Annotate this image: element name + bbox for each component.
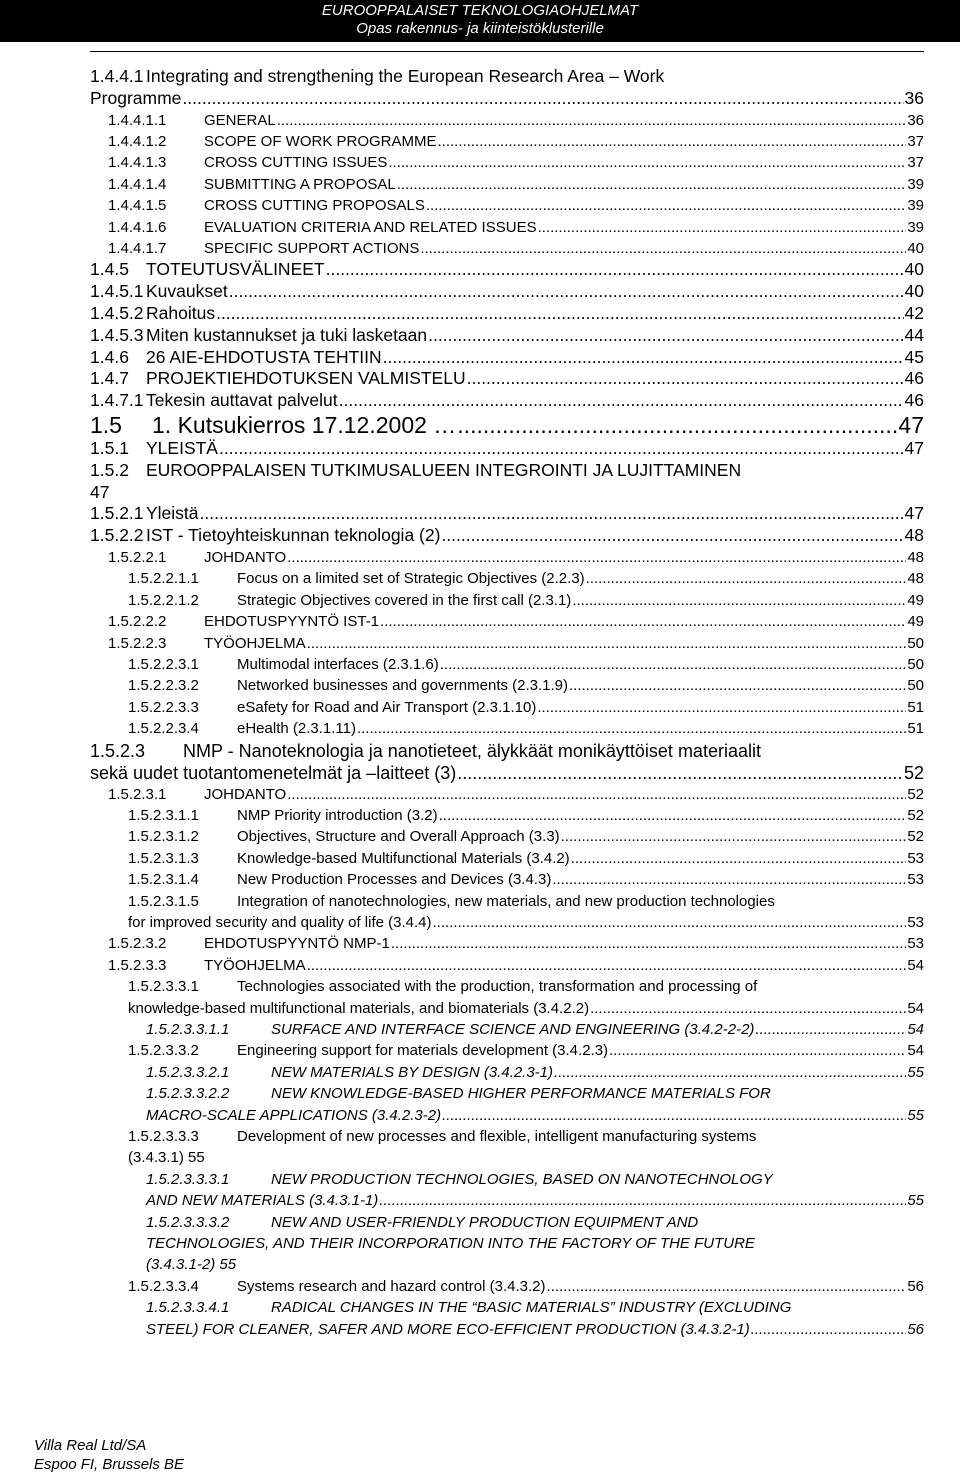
toc-number: 1.5.2 (90, 459, 129, 480)
toc-number: 1.4.5.1 (90, 281, 144, 302)
toc-page-number: 55 (907, 1192, 924, 1210)
toc-number: 1.5.2.3.3.1 (128, 978, 199, 996)
toc-page-number: 53 (907, 935, 924, 953)
toc-title: EVALUATION CRITERIA AND RELATED ISSUES (204, 218, 537, 236)
toc-title: Development of new processes and flexible, intelligent manufacturing systems (237, 1128, 757, 1145)
toc-title: Knowledge-based Multifunctional Materials (3.4.2) (237, 849, 570, 867)
toc-page-number: 50 (907, 677, 924, 695)
toc-entry[interactable] (90, 503, 924, 525)
toc-entry[interactable] (90, 303, 924, 325)
toc-entry[interactable] (108, 238, 924, 259)
toc-number: 1.5.2.2.3 (108, 634, 167, 652)
toc-number: 1.4.5 (90, 259, 129, 280)
toc-leader (397, 174, 907, 195)
toc-title: Rahoitus (146, 303, 216, 323)
toc-title: JOHDANTO (204, 549, 287, 566)
toc-leader (590, 998, 906, 1019)
toc-page-number: 49 (907, 591, 924, 609)
toc-title: SPECIFIC SUPPORT ACTIONS (204, 240, 420, 257)
toc-page-number: 56 (907, 1320, 924, 1338)
toc-leader (307, 955, 907, 976)
toc-page-number: 42 (904, 303, 924, 323)
toc-leader (571, 848, 907, 869)
toc-page-number: 54 (907, 1021, 924, 1038)
toc-number: 1.5.2.3.1.2 (128, 828, 199, 846)
toc-number: 1.5.1 (90, 438, 129, 458)
toc-leader (561, 826, 907, 847)
toc-title: Integration of nanotechnologies, new materials, and new production technologies (237, 892, 775, 910)
toc-entry[interactable] (108, 933, 924, 954)
toc-title: Systems research and hazard control (3.4.3.2) (237, 1277, 546, 1295)
toc-number: 1.5.2.3.3.2 (128, 1042, 199, 1060)
toc-title: NEW AND USER-FRIENDLY PRODUCTION EQUIPMENT AND (271, 1213, 699, 1231)
toc-number: 1.5.2.3.1.1 (128, 807, 199, 824)
toc-leader (229, 281, 904, 303)
toc-number: 1.5.2.2.1.1 (128, 570, 199, 588)
toc-page-number: 47 (898, 412, 924, 438)
toc-leader (287, 547, 906, 568)
toc-entry[interactable] (90, 368, 924, 390)
toc-title: Engineering support for materials development (3.4.2.3) (237, 1042, 609, 1060)
toc-page-number: 40 (904, 281, 924, 302)
toc-entry[interactable] (108, 152, 924, 173)
toc-entry[interactable] (108, 174, 924, 195)
toc-leader (586, 568, 907, 589)
toc-title: Multimodal interfaces (2.3.1.6) (237, 656, 439, 673)
toc-entry[interactable] (90, 259, 924, 281)
toc-page-number: 56 (907, 1277, 924, 1295)
toc-leader (426, 195, 906, 216)
toc-leader (432, 912, 906, 933)
toc-title-continued: TECHNOLOGIES, AND THEIR INCORPORATION INTO THE FACTORY OF THE FUTURE (146, 1235, 755, 1252)
toc-leader (420, 238, 906, 259)
header-divider (90, 51, 924, 52)
toc-page-number: 50 (907, 634, 924, 652)
toc-title: SURFACE AND INTERFACE SCIENCE AND ENGINEERING (3.4.2-2-2) (271, 1021, 755, 1038)
toc-leader (339, 390, 904, 412)
toc-leader (307, 633, 907, 654)
toc-number: 1.4.4.1.1 (108, 111, 167, 129)
toc-number: 1.5.2.2.1.2 (128, 591, 199, 609)
toc-page-number: 52 (907, 828, 924, 846)
toc-page-number: 45 (904, 346, 924, 367)
toc-number: 1.5.2.2.3.3 (128, 698, 199, 716)
toc-title-continued: 47 (90, 481, 110, 502)
toc-title-continued: sekä uudet tuotantomenetelmät ja –laitteet (3) (90, 762, 457, 783)
toc-leader (457, 762, 903, 784)
toc-page-number: 47 (904, 438, 924, 458)
toc-number: 1.5.2.2.2 (108, 613, 167, 631)
toc-title-continued: MACRO-SCALE APPLICATIONS (3.4.2.3-2) (146, 1106, 442, 1124)
toc-title: Technologies associated with the production, transformation and processing of (237, 978, 758, 996)
toc-number: 1.5.2.3.1.5 (128, 892, 199, 910)
toc-entry[interactable] (128, 568, 924, 589)
toc-leader (569, 675, 906, 696)
toc-title-continued: for improved security and quality of life (3.4.4) (128, 914, 432, 931)
toc-number: 1.5.2.3.3.4 (128, 1277, 199, 1295)
toc-number: 1.5.2.3.3.2.1 (146, 1063, 230, 1081)
toc-leader (440, 654, 907, 675)
toc-leader (219, 438, 904, 460)
toc-leader (572, 590, 906, 611)
toc-title: Focus on a limited set of Strategic Objectives (2.2.3) (237, 570, 585, 588)
toc-title: NMP Priority introduction (3.2) (237, 807, 438, 824)
toc-leader (546, 1276, 906, 1297)
toc-title: New Production Processes and Devices (3.4.3) (237, 871, 552, 889)
toc-number: 1.4.4.1.5 (108, 197, 167, 215)
toc-title: YLEISTÄ (146, 438, 218, 458)
toc-title: GENERAL (204, 111, 276, 129)
toc-page-number: 48 (907, 570, 924, 588)
toc-leader (357, 718, 906, 739)
toc-entry[interactable] (146, 1062, 924, 1083)
toc-entry[interactable] (128, 976, 924, 1019)
toc-number: 1.5.2.2.3.4 (128, 720, 199, 738)
toc-title: Yleistä (146, 503, 199, 524)
toc-number: 1.4.4.1.6 (108, 218, 167, 236)
toc-title-continued: (3.4.3.1) 55 (128, 1149, 205, 1167)
toc-leader (277, 110, 907, 131)
toc-leader (554, 1062, 906, 1083)
toc-entry[interactable] (108, 131, 924, 152)
toc-number: 1.5.2.3.3.3.1 (146, 1170, 230, 1188)
toc-entry[interactable] (128, 805, 924, 826)
toc-number: 1.5.2.2.3.2 (128, 677, 199, 695)
toc-leader (538, 217, 907, 238)
toc-leader (439, 805, 907, 826)
toc-leader (379, 1190, 906, 1211)
toc-leader (200, 503, 904, 525)
toc-leader (216, 303, 903, 325)
toc-entry[interactable] (108, 195, 924, 216)
toc-title: RADICAL CHANGES IN THE “BASIC MATERIALS” INDUSTRY (EXCLUDING (271, 1299, 792, 1317)
toc-title: 1. Kutsukierros 17.12.2002 … (152, 412, 457, 438)
toc-entry[interactable] (128, 869, 924, 890)
toc-number: 1.5.2.3.1.3 (128, 849, 199, 867)
toc-page-number: 36 (904, 87, 924, 108)
toc-page-number: 46 (904, 368, 924, 389)
toc-number: 1.4.5.2 (90, 303, 144, 323)
toc-entry[interactable] (108, 611, 924, 632)
toc-title: EUROOPPALAISEN TUTKIMUSALUEEN INTEGROINTI JA LUJITTAMINEN (146, 459, 742, 480)
toc-title: NMP - Nanoteknologia ja nanotieteet, älykkäät monikäyttöiset materiaalit (183, 740, 761, 761)
toc-entry[interactable] (146, 1019, 924, 1040)
toc-page-number: 53 (907, 871, 924, 889)
toc-page-number: 54 (907, 1042, 924, 1060)
toc-number: 1.5.2.3.3.3 (128, 1128, 199, 1145)
toc-page-number: 36 (907, 111, 924, 129)
toc-entry[interactable] (128, 891, 924, 934)
toc-number: 1.5.2.2.3.1 (128, 656, 199, 673)
toc-leader (537, 697, 906, 718)
toc-title-continued: Programme (90, 87, 182, 108)
toc-title-continued: knowledge-based multifunctional materials, and biomaterials (3.4.2.2) (128, 999, 590, 1017)
toc-entry[interactable] (90, 412, 924, 438)
toc-entry[interactable] (128, 654, 924, 675)
toc-entry[interactable] (128, 675, 924, 696)
toc-title: NEW KNOWLEDGE-BASED HIGHER PERFORMANCE MATERIALS FOR (271, 1085, 771, 1103)
toc-title: EHDOTUSPYYNTÖ IST-1 (204, 613, 380, 631)
toc-entry[interactable] (128, 826, 924, 847)
toc-title: Miten kustannukset ja tuki lasketaan (146, 324, 428, 345)
toc-title: TYÖOHJELMA (204, 956, 306, 974)
toc-entry[interactable] (128, 848, 924, 869)
toc-entry[interactable] (128, 1276, 924, 1297)
toc-page-number: 55 (907, 1106, 924, 1124)
toc-entry[interactable] (146, 1169, 924, 1212)
toc-leader (442, 1105, 906, 1126)
toc-page-number: 54 (907, 956, 924, 974)
toc-entry[interactable] (108, 547, 924, 568)
toc-page-number: 53 (907, 914, 924, 931)
toc-number: 1.5 (90, 412, 122, 438)
toc-title: PROJEKTIEHDOTUKSEN VALMISTELU (146, 368, 466, 389)
toc-leader (380, 611, 906, 632)
toc-leader (391, 933, 906, 954)
toc-entry[interactable] (90, 281, 924, 303)
toc-title: TYÖOHJELMA (204, 634, 306, 652)
toc-entry[interactable] (90, 740, 924, 784)
toc-page-number: 55 (907, 1063, 924, 1081)
toc-page-number: 37 (907, 154, 924, 172)
toc-title: Kuvaukset (146, 281, 228, 302)
header-title: EUROOPPALAISET TEKNOLOGIAOHJELMAT (321, 2, 639, 19)
toc-page-number: 39 (907, 218, 924, 236)
toc-entry[interactable] (90, 325, 924, 347)
toc-number: 1.5.2.3.3.2.2 (146, 1085, 230, 1103)
toc-page-number: 40 (904, 259, 924, 280)
toc-page-number: 51 (907, 698, 924, 716)
toc-entry[interactable] (128, 697, 924, 718)
toc-title: EHDOTUSPYYNTÖ NMP-1 (204, 935, 390, 953)
toc-entry[interactable] (146, 1083, 924, 1126)
toc-title: SUBMITTING A PROPOSAL (204, 175, 396, 193)
toc-number: 1.5.2.3 (90, 740, 146, 761)
header-subtitle: Opas rakennus- ja kiinteistöklusterille (356, 20, 604, 37)
toc-page-number: 52 (903, 762, 924, 783)
toc-page-number: 51 (907, 720, 924, 738)
toc-entry[interactable] (90, 66, 924, 110)
toc-entry[interactable] (108, 110, 924, 131)
toc-title: eSafety for Road and Air Transport (2.3.1.10) (237, 698, 537, 716)
toc-number: 1.4.4.1 (90, 66, 144, 86)
toc-page-number: 52 (907, 785, 924, 803)
toc-entry[interactable] (146, 1212, 924, 1276)
toc-title-continued: AND NEW MATERIALS (3.4.3.1-1) (146, 1192, 379, 1210)
toc-entry[interactable] (108, 784, 924, 805)
toc-number: 1.5.2.3.2 (108, 935, 167, 953)
toc-leader (457, 412, 897, 438)
toc-number: 1.4.7 (90, 368, 129, 389)
toc-number: 1.5.2.2 (90, 525, 144, 546)
page-footer (34, 1436, 184, 1474)
toc-page-number: 54 (907, 999, 924, 1017)
toc-entry[interactable] (90, 525, 924, 547)
toc-title: CROSS CUTTING ISSUES (204, 154, 388, 172)
toc-entry[interactable] (90, 390, 924, 412)
toc-title: Tekesin auttavat palvelut (146, 390, 338, 411)
toc-page-number: 47 (904, 503, 924, 524)
toc-page-number: 50 (907, 656, 924, 673)
toc-number: 1.4.4.1.4 (108, 175, 167, 193)
toc-page-number: 44 (904, 324, 924, 345)
toc-entry[interactable] (108, 633, 924, 654)
toc-entry[interactable] (128, 590, 924, 611)
toc-leader (751, 1319, 907, 1340)
toc-entry[interactable] (146, 1297, 924, 1340)
toc-entry[interactable] (90, 460, 924, 504)
toc-title: NEW MATERIALS BY DESIGN (3.4.2.3-1) (271, 1063, 554, 1081)
footer-company: Villa Real Ltd/SA (34, 1437, 147, 1454)
toc-page-number: 46 (904, 390, 924, 411)
toc-title: eHealth (2.3.1.11) (237, 720, 356, 738)
toc-title: SCOPE OF WORK PROGRAMME (204, 133, 437, 150)
toc-number: 1.5.2.3.3 (108, 956, 167, 974)
toc-page-number: 52 (907, 807, 924, 824)
toc-entry[interactable] (108, 217, 924, 238)
toc-title-continued: STEEL) FOR CLEANER, SAFER AND MORE ECO-EFFICIENT PRODUCTION (3.4.3.2-1) (146, 1320, 750, 1338)
toc-page-number: 40 (907, 240, 924, 257)
toc-entry[interactable] (128, 1040, 924, 1061)
toc-title: TOTEUTUSVÄLINEET (146, 259, 325, 280)
toc-entry[interactable] (108, 955, 924, 976)
toc-number: 1.4.7.1 (90, 390, 144, 411)
toc-leader (609, 1040, 906, 1061)
toc-page-number: 37 (907, 133, 924, 150)
toc-title: IST - Tietoyhteiskunnan teknologia (2) (146, 525, 441, 546)
toc-page-number: 48 (907, 549, 924, 566)
toc-title: Objectives, Structure and Overall Approach (3.3) (237, 828, 560, 846)
toc-page-number: 49 (907, 613, 924, 631)
toc-leader (755, 1019, 906, 1040)
toc-number: 1.5.2.3.3.3.2 (146, 1213, 230, 1231)
toc-page-number: 48 (904, 525, 924, 546)
toc-number: 1.4.4.1.3 (108, 154, 167, 172)
toc-title: CROSS CUTTING PROPOSALS (204, 197, 425, 215)
toc-leader (388, 152, 906, 173)
toc-leader (182, 88, 903, 110)
toc-number: 1.4.5.3 (90, 324, 144, 345)
toc-number: 1.5.2.3.1.4 (128, 871, 199, 889)
toc-page-number: 53 (907, 849, 924, 867)
toc-title: Networked businesses and governments (2.3.1.9) (237, 677, 569, 695)
toc-number: 1.4.4.1.2 (108, 133, 167, 150)
toc-leader (326, 259, 904, 281)
toc-entry[interactable] (90, 438, 924, 460)
toc-title: JOHDANTO (204, 785, 287, 803)
toc-number: 1.5.2.2.1 (108, 549, 167, 566)
toc-title-continued: (3.4.3.1-2) 55 (146, 1256, 237, 1274)
toc-number: 1.5.2.3.1 (108, 785, 167, 803)
toc-title: Strategic Objectives covered in the first call (2.3.1) (237, 591, 572, 609)
toc-title: NEW PRODUCTION TECHNOLOGIES, BASED ON NANOTECHNOLOGY (271, 1170, 773, 1188)
toc-entry[interactable] (90, 347, 924, 369)
toc-title: Integrating and strengthening the European Research Area – Work (146, 66, 665, 86)
toc-title: 26 AIE-EHDOTUSTA TEHTIIN (146, 346, 382, 367)
toc-leader (383, 347, 904, 369)
toc-number: 1.4.6 (90, 346, 129, 367)
toc-leader (428, 325, 903, 347)
page-header (0, 0, 960, 42)
toc-leader (287, 784, 906, 805)
toc-number: 1.5.2.3.3.1.1 (146, 1021, 230, 1038)
toc-leader (552, 869, 906, 890)
toc-entry[interactable] (128, 1126, 924, 1169)
toc-leader (441, 525, 903, 547)
toc-entry[interactable] (128, 718, 924, 739)
toc-number: 1.5.2.1 (90, 503, 144, 524)
toc-number: 1.5.2.3.3.4.1 (146, 1299, 230, 1317)
toc-page-number: 39 (907, 175, 924, 193)
footer-location: Espoo FI, Brussels BE (34, 1456, 185, 1473)
toc-number: 1.4.4.1.7 (108, 240, 167, 257)
toc-page-number: 39 (907, 197, 924, 215)
toc-leader (438, 131, 907, 152)
toc-leader (467, 368, 904, 390)
